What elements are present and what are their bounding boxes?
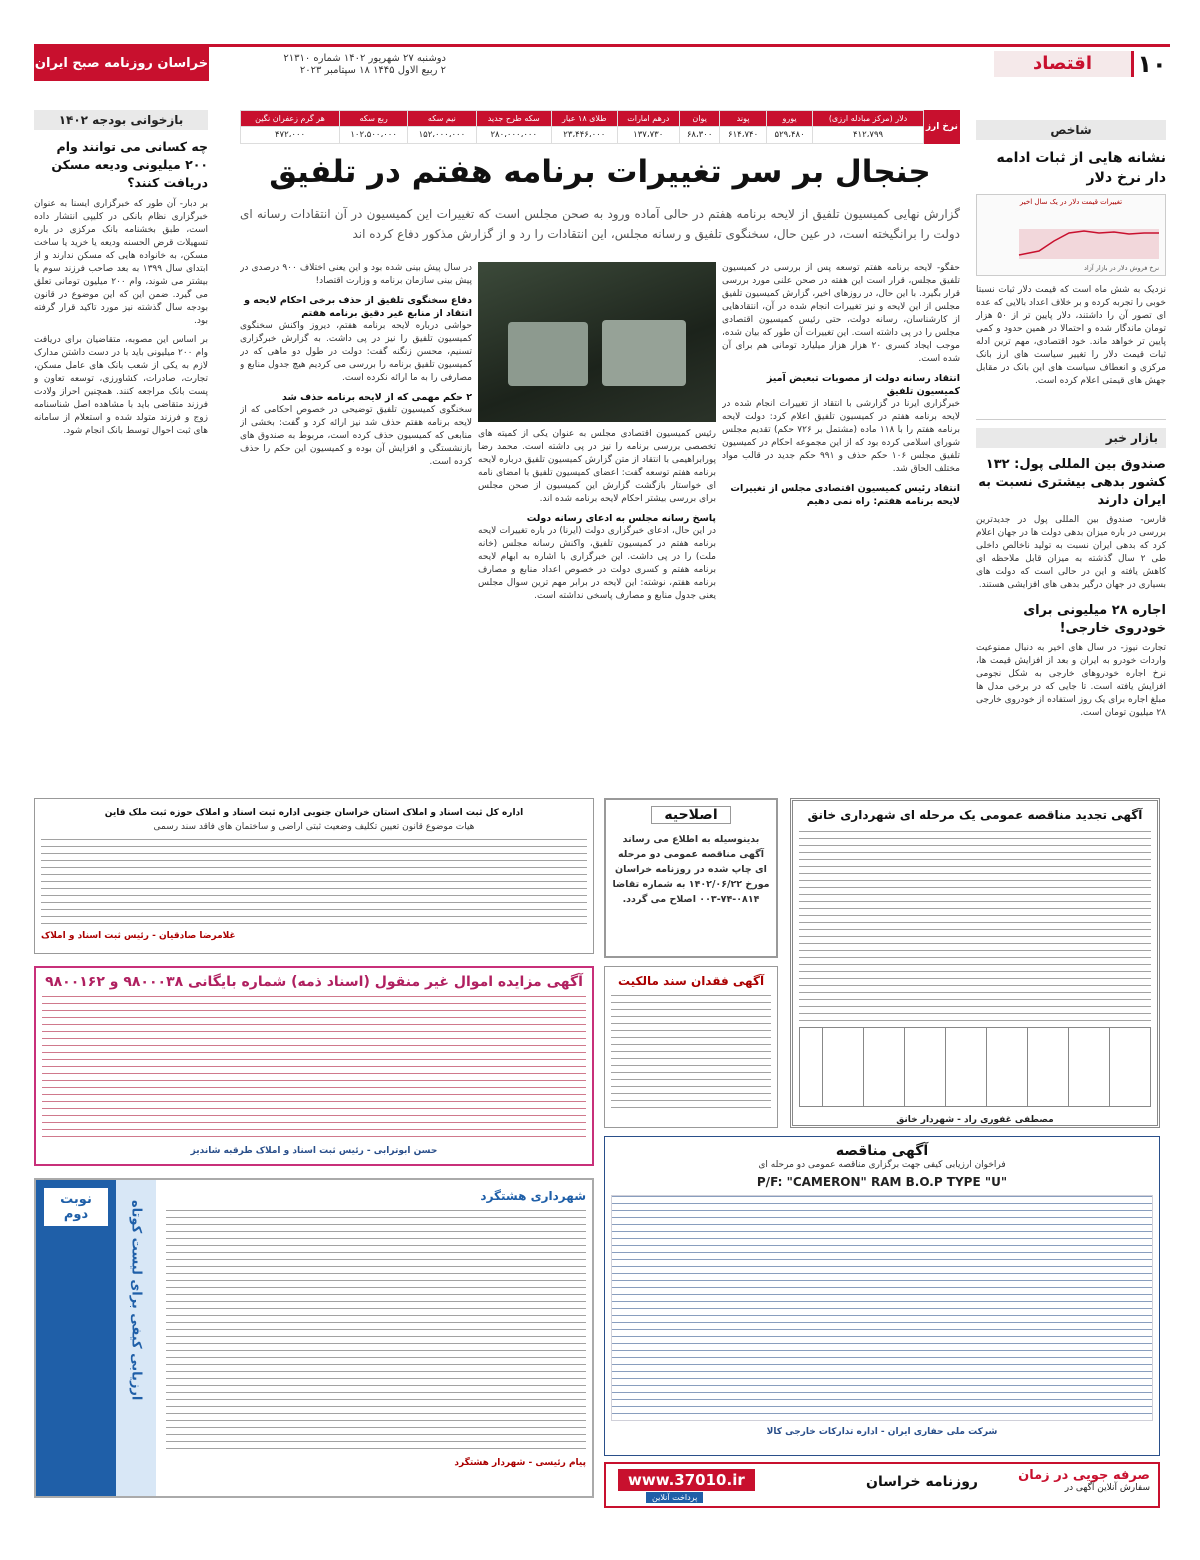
rate-header: ربع سکه xyxy=(340,111,408,127)
ad3-title: آگهی تجدید مناقصه عمومی یک مرحله ای شهرداری خانق xyxy=(807,808,1143,822)
ad-khanq-tender xyxy=(790,798,1160,1128)
photo-bag-right xyxy=(602,320,686,386)
ad-drilling-tender xyxy=(604,1136,1160,1456)
ad1-sub: هیات موضوع قانون تعیین تکلیف وضعیت ثبتی اراضی و ساختمان های فاقد سند رسمی xyxy=(153,822,475,832)
ad-37010[interactable] xyxy=(604,1462,1160,1508)
ad8-brand: روزنامه خراسان xyxy=(866,1474,978,1490)
news2-title: اجاره ۲۸ میلیونی برای خودروی خارجی! xyxy=(1023,603,1166,636)
ad-correction xyxy=(604,798,778,958)
rate-header: هر گرم زعفران نگین xyxy=(241,111,340,127)
budget-body: بر دبار- آن طور که خبرگزاری ایسنا به عنوان خبرگزاری نظام بانکی در کلیپی انتشار داده است، طبق بخشنامه بانک مرکزی در باره تسهیلات قرض الحسنه ودیعه یا خرید یا ساخت مسکن، به خانواده هایی که مسکن ندارند و از ابتدای سال ۱۳۹۹ به بعد صاحب فرزند سوم یا بیشتر می شوند، وام ۲۰۰ میلیون تومانی تعلق می گیرد. ضمن این که این موضوع در قانون بودجه سال گذشته نیز مورد تاکید قرار گرفته بود. xyxy=(34,199,208,326)
ad8-pay: پرداخت آنلاین xyxy=(646,1492,703,1503)
date-line-1: دوشنبه ۲۷ شهریور ۱۴۰۲ شماره ۲۱۳۱۰ xyxy=(283,53,446,64)
ad7-sign: پیام رئیسی - شهردار هشتگرد xyxy=(454,1458,586,1468)
col1-subhead-2: انتقاد رئیس کمیسیون اقتصادی مجلس از تغییرات لایحه برنامه هفتم: راه نمی دهیم xyxy=(730,483,960,507)
article-lead: گزارش نهایی کمیسیون تلفیق از لایحه برنامه هفتم در حالی آماده ورود به صحن مجلس است که تغییرات این کمیسیون در آن انتقادات رسانه ای دولت را برانگیخته است، در عین حال، سخنگوی تلفیق و رسانه مجلس، این انتقادات را رد و از گزارش مذکور دفاع کرده اند xyxy=(240,207,960,241)
ad7-badge: نوبت دوم xyxy=(44,1188,108,1226)
photo-bag-left xyxy=(508,322,588,386)
newspaper-logo: خراسان روزنامه صبح ایران xyxy=(34,47,209,81)
col1-subhead: انتقاد رسانه دولت از مصوبات تبعیض آمیز کمیسیون تلفیق xyxy=(766,373,960,397)
ad8-sub: سفارش آنلاین آگهی در xyxy=(1064,1483,1150,1493)
ad3-table xyxy=(799,1027,1151,1107)
col3-text: در سال پیش بینی شده بود و این یعنی اختلاف ۹۰۰ درصدی در پیش بینی سازمان برنامه و وزارت اقتصاد! xyxy=(240,263,472,286)
rate-value: ۲۸۰،۰۰۰،۰۰۰ xyxy=(476,127,551,144)
ad5-text xyxy=(611,995,771,1111)
ad1-title: اداره کل ثبت اسناد و املاک استان خراسان جنوبی اداره ثبت اسناد و املاک حوزه ثبت ملک قاین xyxy=(104,808,524,818)
article-headline: جنجال بر سر تغییرات برنامه هفتم در تلفیق xyxy=(269,154,931,190)
chart-caption: تغییرات قیمت دلار در یک سال اخیر xyxy=(1019,198,1123,206)
ad6-item: P/F: "CAMERON" RAM B.O.P TYPE "U" xyxy=(756,1175,1008,1189)
rate-value: ۲۳،۴۴۶،۰۰۰ xyxy=(551,127,617,144)
indicator-box xyxy=(976,120,1166,420)
article-col-3 xyxy=(240,262,472,782)
budget-column xyxy=(34,110,208,780)
budget-title: چه کسانی می توانند وام ۲۰۰ میلیونی ودیعه مسکن دریافت کنند؟ xyxy=(51,139,208,190)
col3-subhead: دفاع سخنگوی تلفیق از حذف برخی احکام لایحه و انتقاد از منابع غیر دقیق برنامه هفتم xyxy=(244,295,472,319)
ad-hashtgerd xyxy=(34,1178,594,1498)
col3-text-c: سخنگوی کمیسیون تلفیق توضیحی در خصوص احکامی که از لایحه برنامه هفتم حذف شد نیز ارائه کرد و گفت: بخشی از منابعی که کمیسیون حذف کرده است، مربوط به صندوق های بازنشستگی و افزایش آن بوده و کمیسیون این حکم را حذف کرده است. xyxy=(240,405,472,467)
ad8-url[interactable]: www.37010.ir xyxy=(618,1469,755,1491)
ad5-title: آگهی فقدان سند مالکیت xyxy=(617,974,765,988)
ad8-text xyxy=(990,1468,1150,1493)
rate-value: ۶۱۴،۷۴۰ xyxy=(720,127,767,144)
ad-auction xyxy=(34,966,594,1166)
ad1-sign: غلامرضا صادقیان - رئیس ثبت اسناد و املاک xyxy=(41,931,236,941)
budget-body-2: بر اساس این مصوبه، متقاضیان برای دریافت وام ۲۰۰ میلیونی باید با در دست داشتن مدارک لازم به یکی از شعب بانک های عامل مسکن، تجارت، صادرات، کشاورزی، توسعه تعاون و پست بانک مراجعه کنند. همچنین احراز ولادت فرزند متقاضی باید با مشاهده اصل شناسنامه زوج و فرزند متولد شده و استعلام از سامانه های ثبت احوال توسط بانک انجام شود. xyxy=(34,335,208,436)
rate-value: ۱۳۷،۷۳۰ xyxy=(617,127,679,144)
rate-header: نیم سکه xyxy=(408,111,476,127)
col2-subhead: پاسخ رسانه مجلس به ادعای رسانه دولت xyxy=(526,513,716,524)
ad1-text xyxy=(41,839,587,925)
ad3-text xyxy=(799,831,1151,1021)
article-photo xyxy=(478,262,716,422)
ad6-table xyxy=(611,1195,1153,1421)
rates-value-row xyxy=(241,127,924,144)
ad7-vertical-panel xyxy=(116,1180,156,1496)
exchange-rates xyxy=(240,110,960,144)
rate-header: طلای ۱۸ عیار xyxy=(551,111,617,127)
ad2-body: بدینوسیله به اطلاع می رساند آگهی مناقصه عمومی دو مرحله ای چاپ شده در روزنامه خراسان مورخ ۱۴۰۲/۰۶/۲۲ به شماره تقاضا ۰۸۱۴-۷۴-۰۰۳ اصلاح می گردد. xyxy=(612,834,770,905)
rate-header: سکه طرح جدید xyxy=(476,111,551,127)
date-line xyxy=(246,53,446,77)
rate-header: درهم امارات xyxy=(617,111,679,127)
ad2-title: اصلاحیه xyxy=(651,806,731,824)
news1-title: صندوق بین المللی پول: ۱۳۲ کشور بدهی بیشتری نسبت به ایران دارند xyxy=(978,457,1166,508)
rate-value: ۴۷۲،۰۰۰ xyxy=(241,127,340,144)
rate-value: ۱۰۲،۵۰۰،۰۰۰ xyxy=(340,127,408,144)
ad7-side-panel xyxy=(36,1180,116,1496)
rates-header-row xyxy=(241,111,924,127)
date-line-2: ۲ ربیع الاول ۱۴۴۵ ۱۸ سپتامبر ۲۰۲۳ xyxy=(299,65,446,76)
ad4-title: آگهی مزایده اموال غیر منقول (اسناد ذمه) شماره بایگانی ۹۸۰۰۰۳۸ و ۹۸۰۰۱۶۲ xyxy=(45,974,583,990)
section-title: اقتصاد xyxy=(994,51,1134,77)
news1-body: فارس- صندوق بین المللی پول در جدیدترین بررسی در باره میزان بدهی دولت ها در جهان اعلام کرد که بدهی ایران نسبت به تولید ناخالص داخلی طی ۲ سال گذشته به میزان قابل ملاحظه ای کاهش یافته و این در حالی است که دولت های بسیاری در جهان درگیر بدهی های افزایشی هستند. xyxy=(975,515,1166,590)
rate-header: یورو xyxy=(766,111,813,127)
ad6-sub: فراخوان ارزیابی کیفی جهت برگزاری مناقصه عمومی دو مرحله ای xyxy=(758,1160,1006,1170)
ad7-vertical-title: ارزیابی کیفی برای لیست کوتاه xyxy=(128,1200,144,1401)
rates-label: نرخ ارز xyxy=(924,110,960,144)
col1-text-b: خبرگزاری ایرنا در گزارشی با انتقاد از تغییرات انجام شده در لایحه برنامه هفتم در کمیسیون تلفیق اعلام کرد: دولت لایحه برنامه هفتم را با ۱۱۸ ماده (مشتمل بر ۷۲۶ حکم) تقدیم مجلس شورای اسلامی کرده بود که از این مجموعه احکام در کمیسیون تلفیق مجلس ۱۰۶ حکم حذف و ۹۹۱ حکم جدید در قالب مواد مختلف الحاق شد. xyxy=(722,399,960,474)
rate-header: پوند xyxy=(720,111,767,127)
ad7-text xyxy=(166,1210,586,1450)
ad8-title: صرفه جویی در زمان xyxy=(1018,1468,1150,1483)
ad3-sign: مصطفی غفوری راد - شهردار خانق xyxy=(896,1115,1054,1125)
ad7-sub: شهرداری هشتگرد xyxy=(480,1189,586,1203)
news2-body: تجارت نیوز- در سال های اخیر به دنبال ممنوعیت واردات خودرو به ایران و بعد از افزایش قیمت ها، نرخ اجاره خودروهای خارجی به شکل نجومی افزایش یافته است. تا جایی که در برخی مدل ها مبلغ اجاره برای یک روز استفاده از خودروی خارجی ۲۸ میلیون تومان است. xyxy=(976,643,1166,718)
indicator-label: شاخص xyxy=(976,120,1166,140)
ad6-title: آگهی مناقصه xyxy=(835,1143,929,1159)
rate-header: دلار (مرکز مبادله ارزی) xyxy=(813,111,923,127)
dollar-chart xyxy=(976,194,1166,276)
ad4-sign: حسن ابوترابی - رئیس ثبت اسناد و املاک طرقبه شاندیز xyxy=(190,1146,438,1156)
market-news xyxy=(976,428,1166,778)
rate-value: ۴۱۲،۷۹۹ xyxy=(813,127,923,144)
col3-subhead-2: ۲ حکم مهمی که از لایحه برنامه حذف شد xyxy=(282,392,472,403)
ad7-content xyxy=(166,1188,586,1488)
ad4-text xyxy=(42,996,586,1142)
page-header xyxy=(34,44,1170,78)
article-col-1 xyxy=(722,262,960,782)
ad6-footer: شرکت ملی حفاری ایران - اداره تدارکات خارجی کالا xyxy=(766,1427,998,1437)
col2-text: رئیس کمیسیون اقتصادی مجلس به عنوان یکی از کمیته های تخصصی بررسی برنامه را نیز در پی داشته است. محمد رضا پورابراهیمی با انتقاد از متن گزارش کمیسیون تلفیق درباره لایحه برنامه هفتم توسعه گفت: اعضای کمیسیون تلفیق با امضای نامه ای خواستار بازگشت گزارش این کمیسیون از صحن مجلس برای بررسی بیشتر احکام لایحه برنامه شده اند. xyxy=(478,429,716,504)
ad-qaen-registry xyxy=(34,798,594,954)
page-number: ۱۰ xyxy=(1137,50,1167,78)
rate-header: یوان xyxy=(679,111,719,127)
ad-lost-deed xyxy=(604,966,778,1128)
chart-plot xyxy=(979,211,1165,271)
article-col-2 xyxy=(478,262,716,782)
indicator-body: نزدیک به شش ماه است که قیمت دلار ثبات نسبتا خوبی را تجربه کرده و بر خلاف اعداد بالایی که عده ای تصور آن را داشتند، دلار پایین تر از ۵۰ هزار تومان ماندگار شده و احتمالا در همین حدود و کمی پایین تر خواهد ماند. خود اقتصادی، مهم ترین ادله ثبات قیمت دلار را تغییر سیاست های ارز بانک مرکزی و انعطاف سیاست های این بانک در مقابل جهش های قیمتی اعلام کرده است. xyxy=(976,285,1166,386)
budget-label: بازخوانی بودجه ۱۴۰۲ xyxy=(34,110,208,130)
rate-value: ۵۲۹،۴۸۰ xyxy=(766,127,813,144)
market-label: بازار خبر xyxy=(976,428,1166,448)
chart-legend: نرخ فروش دلار در بازار آزاد xyxy=(1084,264,1159,272)
col2-text-b: در این حال، ادعای خبرگزاری دولت (ایرنا) در باره تغییرات لایحه برنامه هفتم در کمیسیون تلفیق، واکنش رسانه مجلس (خانه ملت) را در پی داشت. این خبرگزاری با اشاره به ابهام لایحه برنامه هفتم و کسری دولت در خصوص اعداد منابع و مصارف برنامه هفتم، نوشته: این لایحه در برابر مهم ترین سوال مجلس یعنی جدول منابع و مصارف پاسخی نداشته است. xyxy=(478,526,716,601)
rate-value: ۱۵۲،۰۰۰،۰۰۰ xyxy=(408,127,476,144)
col3-text-b: حواشی درباره لایحه برنامه هفتم، دیروز واکنش سخنگوی کمیسیون تلفیق را نیز در پی داشت. به گزارش خبرگزاری تسنیم، محسن زنگنه گفت: دولت در طول دو ماهی که در کمیسیون تلفیق برنامه را بررسی می کردیم هیچ جدول منابع و مصارفی را به ما ارائه نکرده است. xyxy=(240,321,472,383)
rate-value: ۶۸،۳۰۰ xyxy=(679,127,719,144)
indicator-title: نشانه هایی از ثبات ادامه دار نرخ دلار xyxy=(996,150,1166,186)
col1-text: حقگو- لایحه برنامه هفتم توسعه پس از بررسی در کمیسیون تلفیق مجلس، قرار است این هفته در صحن علنی مورد بررسی قرار بگیرد. با این حال، در روزهای اخیر، گزارش کمیسیون تلفیق مجلس از این لایحه و نیز تغییرات انجام شده در آن، انتقادهایی از کارشناسان، رسانه دولت، حتی رئیس کمیسیون اقتصادی مجلس را در پی داشته است. این تغییرات آن طور که بیان شده، موجب ایجاد کسری ۲۰ هزار هزار میلیارد تومانی هم برای آن شده است. xyxy=(722,263,960,364)
rates-table xyxy=(240,110,924,144)
